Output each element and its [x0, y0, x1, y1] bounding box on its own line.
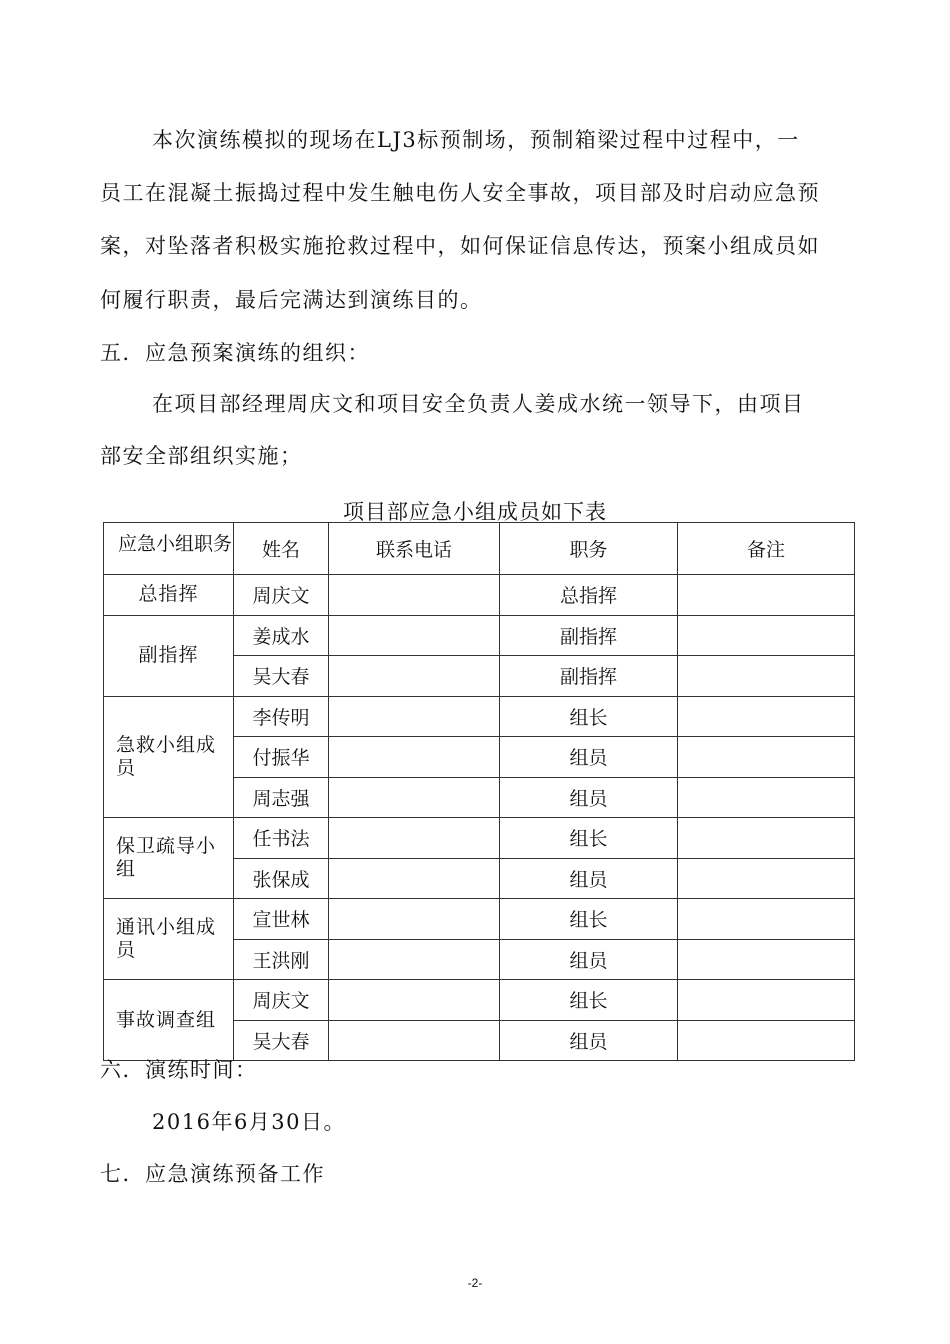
- member-phone: [329, 777, 500, 818]
- member-note: [678, 858, 855, 899]
- member-position: 组员: [500, 777, 678, 818]
- member-position: 总指挥: [500, 575, 678, 616]
- member-position: 副指挥: [500, 656, 678, 697]
- member-position: 组员: [500, 737, 678, 778]
- section-heading-5: 五．应急预案演练的组织：: [100, 341, 370, 365]
- header-phone: 联系电话: [329, 523, 500, 575]
- member-phone: [329, 858, 500, 899]
- paragraph-line: 何履行职责，最后完满达到演练目的。: [100, 288, 483, 312]
- drill-date: 2016年6月30日。: [152, 1110, 347, 1134]
- paragraph-line: 本次演练模拟的现场在LJ3标预制场，预制箱梁过程中过程中，一: [152, 128, 800, 152]
- member-note: [678, 575, 855, 616]
- member-phone: [329, 615, 500, 656]
- member-note: [678, 899, 855, 940]
- header-role: 应急小组职务: [104, 523, 234, 575]
- member-note: [678, 818, 855, 859]
- table-row: [104, 818, 855, 859]
- paragraph-line: 案，对坠落者积极实施抢救过程中，如何保证信息传达，预案小组成员如: [100, 234, 820, 258]
- group-role: 事故调查组: [104, 980, 234, 1061]
- member-phone: [329, 818, 500, 859]
- member-name: 吴大春: [234, 1020, 329, 1061]
- member-note: [678, 737, 855, 778]
- member-position: 组长: [500, 980, 678, 1021]
- table-caption: 项目部应急小组成员如下表: [343, 500, 607, 524]
- header-position: 职务: [500, 523, 678, 575]
- member-name: 宣世林: [234, 899, 329, 940]
- member-phone: [329, 575, 500, 616]
- member-note: [678, 939, 855, 980]
- group-role: 通讯小组成员: [104, 899, 234, 980]
- table-header-row: [104, 523, 855, 575]
- paragraph-line: 部安全部组织实施；: [100, 444, 303, 468]
- member-note: [678, 1020, 855, 1061]
- member-note: [678, 615, 855, 656]
- group-role: 急救小组成员: [104, 696, 234, 818]
- member-phone: [329, 899, 500, 940]
- table-row: [104, 980, 855, 1021]
- table-row: [104, 615, 855, 656]
- member-position: 组员: [500, 939, 678, 980]
- member-name: 付振华: [234, 737, 329, 778]
- member-name: 周志强: [234, 777, 329, 818]
- member-note: [678, 696, 855, 737]
- member-name: 周庆文: [234, 575, 329, 616]
- emergency-team-table: [103, 522, 855, 1061]
- section-heading-7: 七．应急演练预备工作: [100, 1162, 325, 1186]
- paragraph-line: 在项目部经理周庆文和项目安全负责人姜成水统一领导下，由项目: [152, 392, 805, 416]
- member-position: 组长: [500, 899, 678, 940]
- member-name: 周庆文: [234, 980, 329, 1021]
- member-name: 李传明: [234, 696, 329, 737]
- page-number: -2-: [467, 1276, 483, 1290]
- table-row: [104, 899, 855, 940]
- member-position: 副指挥: [500, 615, 678, 656]
- section-heading-6: 六．演练时间：: [100, 1058, 258, 1082]
- header-note: 备注: [678, 523, 855, 575]
- member-note: [678, 656, 855, 697]
- member-name: 张保成: [234, 858, 329, 899]
- member-phone: [329, 696, 500, 737]
- member-phone: [329, 1020, 500, 1061]
- group-role: 保卫疏导小组: [104, 818, 234, 899]
- member-phone: [329, 939, 500, 980]
- member-name: 王洪刚: [234, 939, 329, 980]
- member-phone: [329, 656, 500, 697]
- member-position: 组长: [500, 818, 678, 859]
- member-position: 组员: [500, 1020, 678, 1061]
- member-phone: [329, 737, 500, 778]
- member-name: 姜成水: [234, 615, 329, 656]
- member-position: 组员: [500, 858, 678, 899]
- member-name: 吴大春: [234, 656, 329, 697]
- member-note: [678, 777, 855, 818]
- member-note: [678, 980, 855, 1021]
- group-role: 副指挥: [104, 615, 234, 696]
- group-role: 总指挥: [104, 575, 234, 616]
- table-row: [104, 575, 855, 616]
- header-name: 姓名: [234, 523, 329, 575]
- paragraph-line: 员工在混凝土振捣过程中发生触电伤人安全事故，项目部及时启动应急预: [100, 181, 820, 205]
- table-row: [104, 696, 855, 737]
- member-name: 任书法: [234, 818, 329, 859]
- member-position: 组长: [500, 696, 678, 737]
- member-phone: [329, 980, 500, 1021]
